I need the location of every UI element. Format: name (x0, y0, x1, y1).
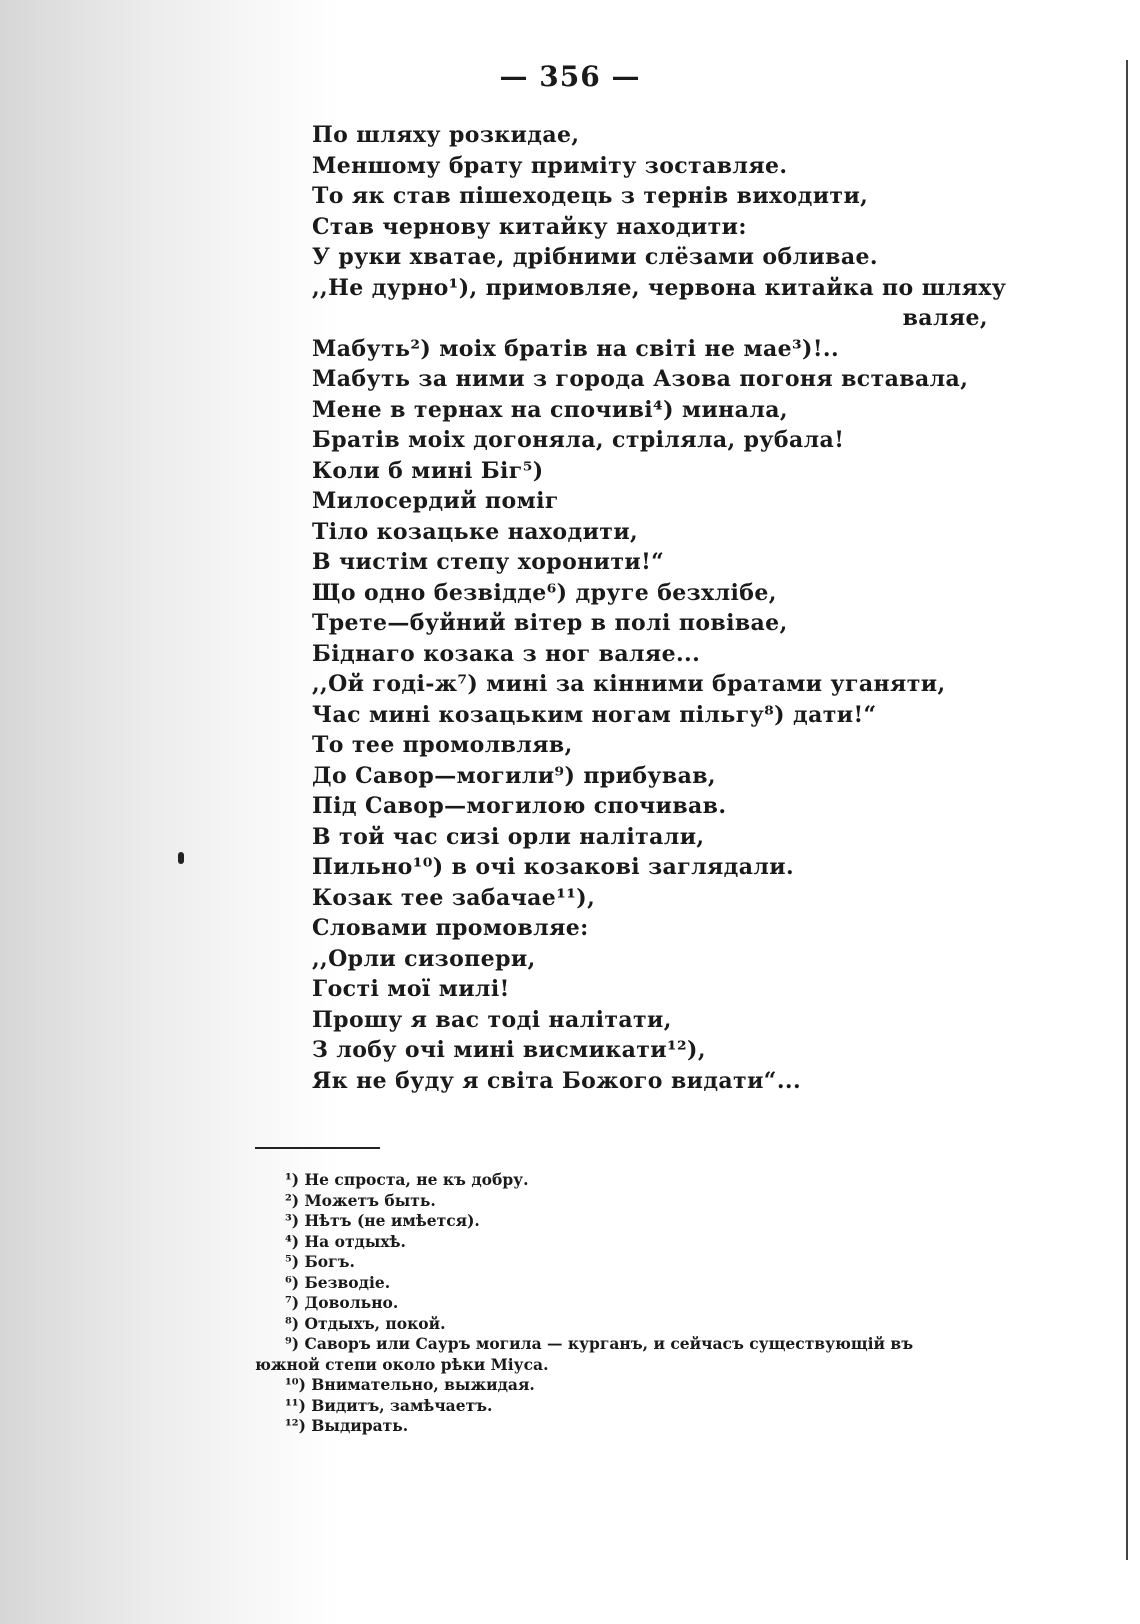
footnote: ¹¹) Видитъ, замѣчаетъ. (285, 1395, 493, 1415)
verse-line: Мабуть за ними з города Азова погоня вставала, (312, 366, 969, 392)
verse-line: То тее промолвляв, (312, 732, 573, 758)
footnote-separator (255, 1147, 380, 1149)
verse-line: Під Савор—могилою спочивав. (312, 793, 727, 819)
verse-line: Мабуть²) моіх братів на світі не мае³)!.. (312, 335, 840, 362)
verse-line: Прошу я вас тоді налітати, (312, 1006, 672, 1033)
footnote: ⁹) Саворъ или Сауръ могила — курганъ, и сейчасъ существующій въ (285, 1334, 914, 1353)
footnote: ¹²) Выдирать. (285, 1416, 409, 1435)
verse-line: Біднаго козака з ног валяе... (312, 640, 701, 667)
verse-line: Меншому брату приміту зоставляе. (312, 152, 788, 179)
verse-line: В той час сизі орли налітали, (312, 823, 705, 850)
verse-line: Трете—буйний вітер в полі повівае, (312, 610, 788, 636)
footnote: ⁸) Отдыхъ, покой. (285, 1313, 446, 1333)
footnote: ⁶) Безводіе. (285, 1272, 391, 1292)
verse-line: Що одно безвідде⁶) друге безхлібе, (312, 579, 777, 606)
verse-line: валяе, (902, 305, 988, 331)
ink-blot (178, 852, 184, 864)
verse-line: Час мині козацьким ногам пільгу⁸) дати!“ (312, 701, 877, 728)
verse-line: Як не буду я світа Божого видати“... (312, 1067, 802, 1094)
verse-block (312, 120, 1012, 1096)
verse-line: З лобу очі мині висмикати¹²), (312, 1037, 706, 1063)
verse-line: До Савор—могили⁹) прибував, (312, 762, 716, 789)
verse-line: Словами промовляе: (312, 915, 589, 941)
page-edge-rule (1126, 60, 1128, 1560)
verse-line: Пильно¹⁰) в очі козакові заглядали. (312, 854, 795, 880)
verse-line: Тіло козацьке находити, (312, 518, 639, 545)
verse-line: ,,Ой годі-ж⁷) мині за кінними братами уганяти, (312, 671, 946, 697)
verse-line: В чистім степу хоронити!“ (312, 549, 665, 575)
verse-line: Милосердий поміг (312, 488, 559, 514)
footnote: южной степи около рѣки Міуса. (255, 1354, 549, 1374)
footnotes-block (255, 1170, 1035, 1437)
verse-line: ,,Не дурно¹), примовляе, червона китайка по шляху (312, 274, 1007, 301)
footnote: ³) Нѣтъ (не имѣется). (285, 1211, 480, 1230)
verse-line: Братів моіх догоняла, стріляла, рубала! (312, 427, 845, 453)
footnote: ⁷) Довольно. (285, 1293, 399, 1312)
footnote: ⁵) Богъ. (285, 1252, 355, 1271)
verse-line: Козак тее забачае¹¹), (312, 884, 596, 911)
footnote: ⁴) На отдыхѣ. (285, 1231, 406, 1251)
verse-line: По шляху розкидае, (312, 122, 580, 148)
verse-line: ,,Орли сизопери, (312, 945, 536, 972)
footnote: ²) Можетъ быть. (285, 1190, 436, 1210)
verse-line: Став чернову китайку находити: (312, 213, 747, 240)
verse-line: У руки хватае, дрібними слёзами обливае. (312, 244, 878, 270)
footnote: ¹) Не спроста, не къ добру. (285, 1170, 529, 1189)
verse-line: Коли б мині Біг⁵) (312, 457, 544, 484)
verse-line: Гості мої милі! (312, 976, 510, 1002)
verse-line: То як став пішеходець з тернів виходити, (312, 183, 869, 209)
footnote: ¹⁰) Внимательно, выжидая. (285, 1375, 535, 1394)
page-number: — 356 — (499, 60, 641, 93)
verse-line: Мене в тернах на спочиві⁴) минала, (312, 396, 788, 423)
